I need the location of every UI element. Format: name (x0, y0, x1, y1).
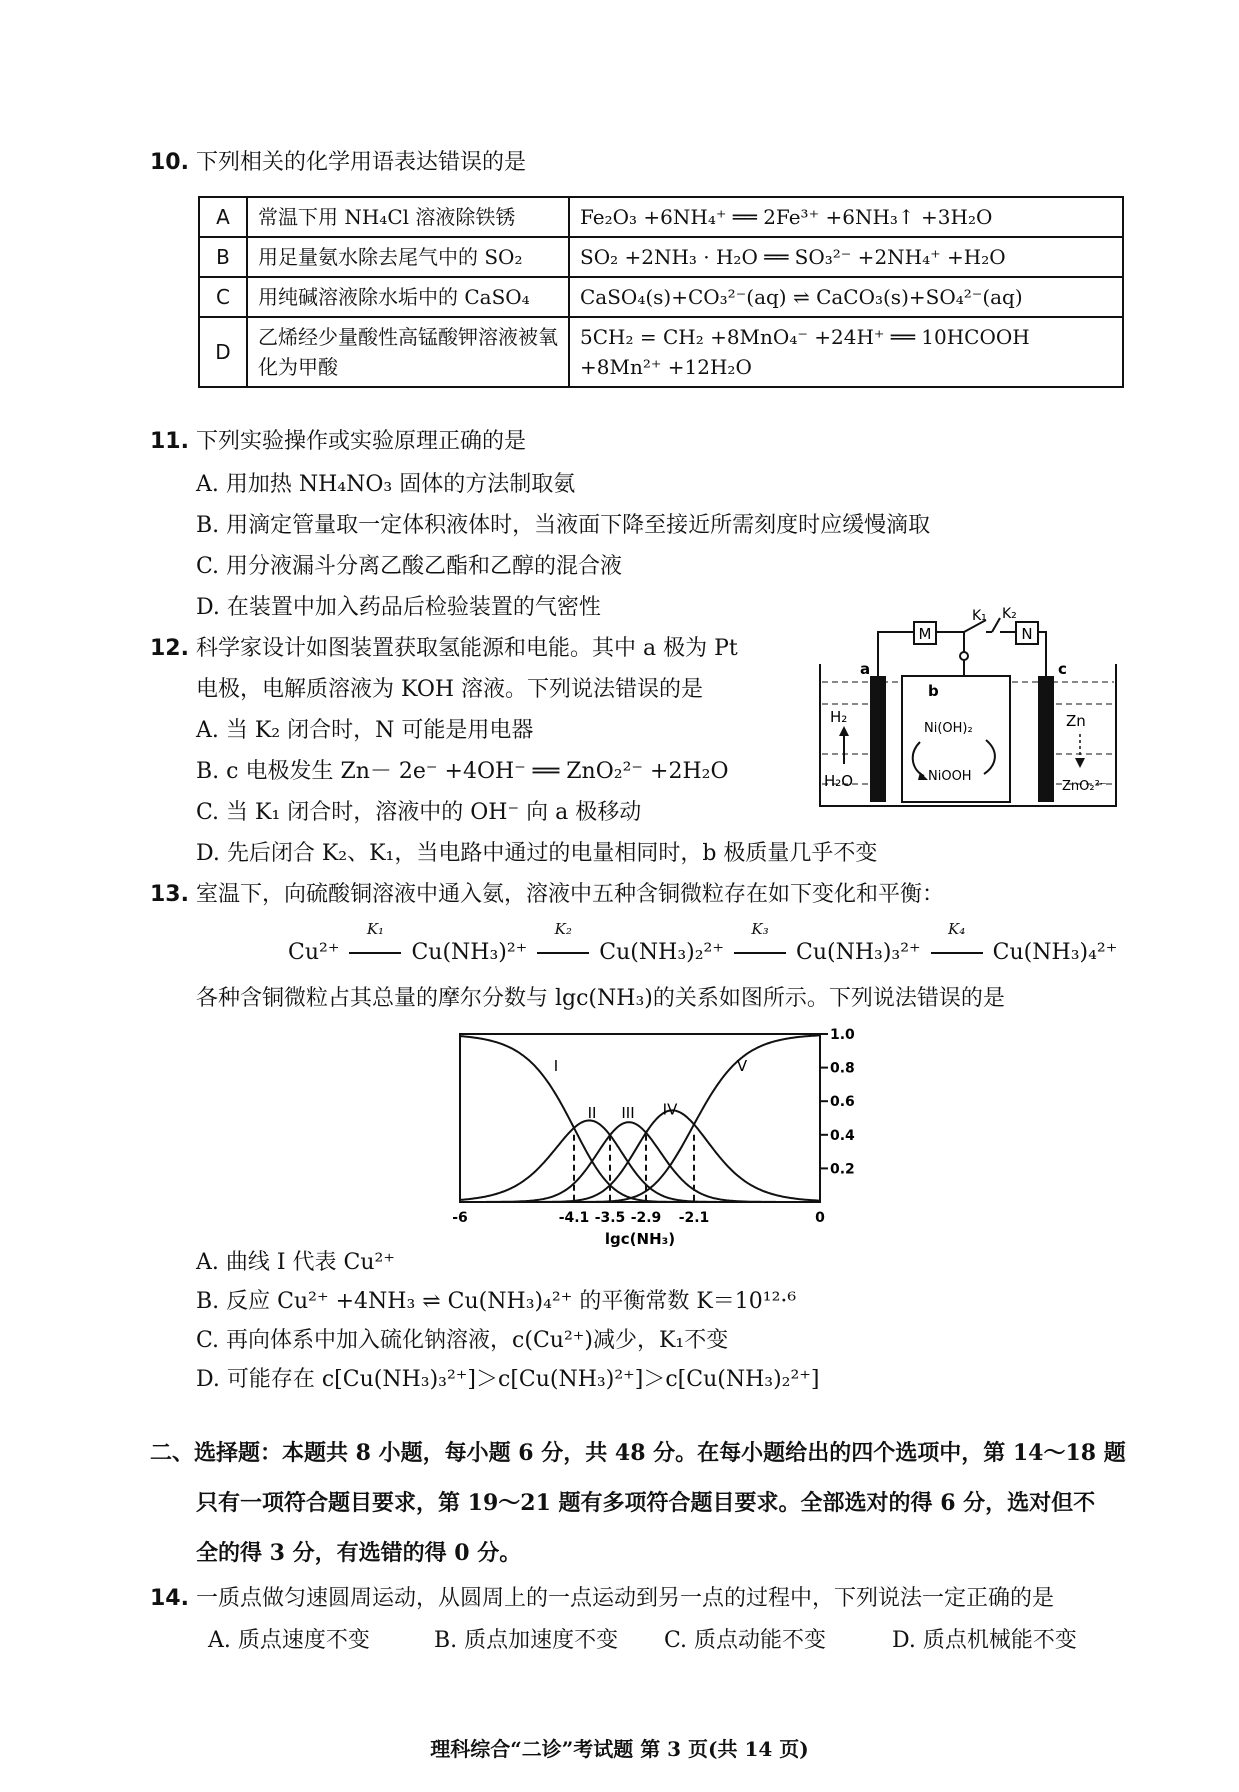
x-tick-label: -4.1 (558, 1210, 590, 1226)
q14-text: 一质点做匀速圆周运动，从圆周上的一点运动到另一点的过程中，下列说法一定正确的是 (195, 1586, 1054, 1611)
species-3: Cu(NH₃)₃²⁺ (795, 940, 921, 965)
q12-option-d: D. 先后闭合 K₂、K₁，当电路中通过的电量相同时，b 极质量几乎不变 (196, 841, 878, 866)
row-equation: SO₂ +2NH₃ · H₂O ══ SO₃²⁻ +2NH₄⁺ +H₂O (569, 237, 1123, 277)
series-label-IV: IV (662, 1100, 678, 1119)
series-label-III: III (621, 1104, 635, 1122)
q12-option-b: B. c 电极发生 Zn－ 2e⁻ +4OH⁻ ══ ZnO₂²⁻ +2H₂O (196, 759, 729, 784)
q13-stem (150, 880, 944, 910)
q13-option-a: A. 曲线 I 代表 Cu²⁺ (196, 1250, 395, 1275)
q14-number: 14. (150, 1586, 189, 1611)
row-equation: CaSO₄(s)+CO₃²⁻(aq) ⇌ CaCO₃(s)+SO₄²⁻(aq) (569, 277, 1123, 317)
q11-option-c: C. 用分液漏斗分离乙酸乙酯和乙醇的混合液 (196, 554, 623, 579)
q11-text: 下列实验操作或实验原理正确的是 (195, 429, 526, 454)
curve-III (460, 1122, 820, 1202)
equilibrium-arrow (928, 920, 986, 965)
species-0: Cu²⁺ (288, 940, 340, 965)
q12-number: 12. (150, 636, 189, 661)
label-nioh2: Ni(OH)₂ (924, 721, 973, 736)
electrode-c (1038, 676, 1054, 802)
q13-option-c: C. 再向体系中加入硫化钠溶液，c(Cu²⁺)减少，K₁不变 (196, 1328, 729, 1353)
row-key: B (199, 237, 247, 277)
x-tick-label: -2.1 (678, 1210, 710, 1226)
x-tick-label: -2.9 (630, 1210, 662, 1226)
label-a: a (860, 660, 871, 678)
series-label-II: II (587, 1104, 597, 1122)
y-tick-label: 1.0 (830, 1027, 855, 1043)
section2-line2: 只有一项符合题目要求，第 19～21 题有多项符合题目要求。全部选对的得 6 分，选对但不 (196, 1490, 1096, 1516)
row-key: D (199, 317, 247, 387)
q10-number: 10. (150, 150, 189, 175)
label-zno2: ZnO₂²⁻ (1062, 779, 1107, 794)
q12-text-1: 科学家设计如图装置获取氢能源和电能。其中 a 极为 Pt (195, 636, 738, 661)
equilibrium-arrow (534, 920, 592, 965)
x-axis-label: lgc(NH₃) (604, 1230, 676, 1248)
x-tick-label: -6 (452, 1210, 468, 1226)
label-m: M (918, 625, 932, 643)
curve-IV (460, 1110, 820, 1202)
table-row (199, 237, 1123, 277)
label-k1: K₁ (972, 608, 987, 624)
q11-option-a: A. 用加热 NH₄NO₃ 固体的方法制取氨 (196, 472, 576, 497)
row-key: C (199, 277, 247, 317)
table-row (199, 277, 1123, 317)
q13-option-d: D. 可能存在 c[Cu(NH₃)₃²⁺]＞c[Cu(NH₃)²⁺]＞c[Cu(NH₃)₂²⁺] (196, 1367, 820, 1392)
row-key: A (199, 197, 247, 237)
q14-option-d: D. 质点机械能不变 (892, 1628, 1077, 1653)
q12-stem-line1 (150, 634, 738, 664)
label-h2: H₂ (830, 708, 848, 726)
section2-line1: 二、选择题：本题共 8 小题，每小题 6 分，共 48 分。在每小题给出的四个选项中，第 14～18 题 (150, 1440, 1126, 1466)
q11-number: 11. (150, 429, 189, 454)
label-b: b (928, 682, 939, 700)
q11-stem (150, 427, 526, 457)
page-footer: 理科综合“二诊”考试题 第 3 页(共 14 页) (430, 1737, 809, 1761)
series-label-V: V (736, 1056, 748, 1075)
electrode-a (870, 676, 886, 802)
q14-option-a: A. 质点速度不变 (208, 1628, 370, 1653)
q13-text: 室温下，向硫酸铜溶液中通入氨，溶液中五种含铜微粒存在如下变化和平衡： (195, 882, 944, 907)
q10-table (198, 196, 1124, 388)
q10-text: 下列相关的化学用语表达错误的是 (195, 150, 526, 175)
label-k2: K₂ (1002, 606, 1017, 622)
curve-II (460, 1120, 820, 1202)
q13-stem2: 各种含铜微粒占其总量的摩尔分数与 lgc(NH₃)的关系如图所示。下列说法错误的是 (196, 986, 1005, 1011)
q13-equilibrium-chain (288, 920, 1118, 965)
y-tick-label: 0.8 (830, 1060, 855, 1077)
species-4: Cu(NH₃)₄²⁺ (992, 940, 1118, 965)
q11-option-d: D. 在装置中加入药品后检验装置的气密性 (196, 595, 601, 620)
label-h2o: H₂O (824, 772, 854, 790)
constant-k4: K₄ (948, 920, 966, 938)
species-2: Cu(NH₃)₂²⁺ (599, 940, 724, 965)
x-tick-label: 0 (815, 1210, 825, 1226)
q12-stem-line2: 电极，电解质溶液为 KOH 溶液。下列说法错误的是 (196, 677, 704, 702)
row-desc: 用足量氨水除去尾气中的 SO₂ (247, 237, 569, 277)
series-label-I: I (553, 1056, 559, 1075)
table-row (199, 317, 1123, 387)
row-desc: 乙烯经少量酸性高锰酸钾溶液被氧化为甲酸 (247, 317, 569, 387)
q13-distribution-chart (440, 1022, 880, 1252)
constant-k2: K₂ (554, 920, 572, 938)
q12-option-c: C. 当 K₁ 闭合时，溶液中的 OH⁻ 向 a 极移动 (196, 800, 642, 825)
label-zn: Zn (1066, 712, 1086, 730)
k2-switch (992, 618, 1000, 632)
q14-option-b: B. 质点加速度不变 (434, 1628, 619, 1653)
q12-apparatus-diagram (816, 604, 1226, 820)
label-niooh: NiOOH (928, 769, 972, 784)
equilibrium-arrow (346, 920, 404, 965)
q13-option-b: B. 反应 Cu²⁺ +4NH₃ ⇌ Cu(NH₃)₄²⁺ 的平衡常数 K＝10¹²·⁶ (196, 1289, 797, 1314)
row-desc: 常温下用 NH₄Cl 溶液除铁锈 (247, 197, 569, 237)
label-c: c (1058, 660, 1067, 678)
species-1: Cu(NH₃)²⁺ (411, 940, 528, 965)
q14-option-c: C. 质点动能不变 (664, 1628, 827, 1653)
constant-k3: K₃ (751, 920, 769, 938)
section2-line3: 全的得 3 分，有选错的得 0 分。 (196, 1540, 522, 1566)
x-tick-label: -3.5 (594, 1210, 626, 1226)
table-row (199, 197, 1123, 237)
y-tick-label: 0.4 (830, 1127, 855, 1144)
equilibrium-arrow (731, 920, 789, 965)
q12-option-a: A. 当 K₂ 闭合时，N 可能是用电器 (196, 718, 534, 743)
y-tick-label: 0.6 (830, 1094, 855, 1111)
label-n: N (1021, 625, 1033, 643)
y-tick-label: 0.2 (830, 1161, 855, 1178)
row-equation: 5CH₂ = CH₂ +8MnO₄⁻ +24H⁺ ══ 10HCOOH +8Mn²⁺ +12H₂O (569, 317, 1123, 387)
q11-option-b: B. 用滴定管量取一定体积液体时，当液面下降至接近所需刻度时应缓慢滴取 (196, 513, 931, 538)
q14-stem (150, 1584, 1054, 1614)
constant-k1: K₁ (366, 920, 385, 938)
row-equation: Fe₂O₃ +6NH₄⁺ ══ 2Fe³⁺ +6NH₃↑ +3H₂O (569, 197, 1123, 237)
q13-number: 13. (150, 882, 189, 907)
row-desc: 用纯碱溶液除水垢中的 CaSO₄ (247, 277, 569, 317)
q10-stem (150, 148, 526, 178)
